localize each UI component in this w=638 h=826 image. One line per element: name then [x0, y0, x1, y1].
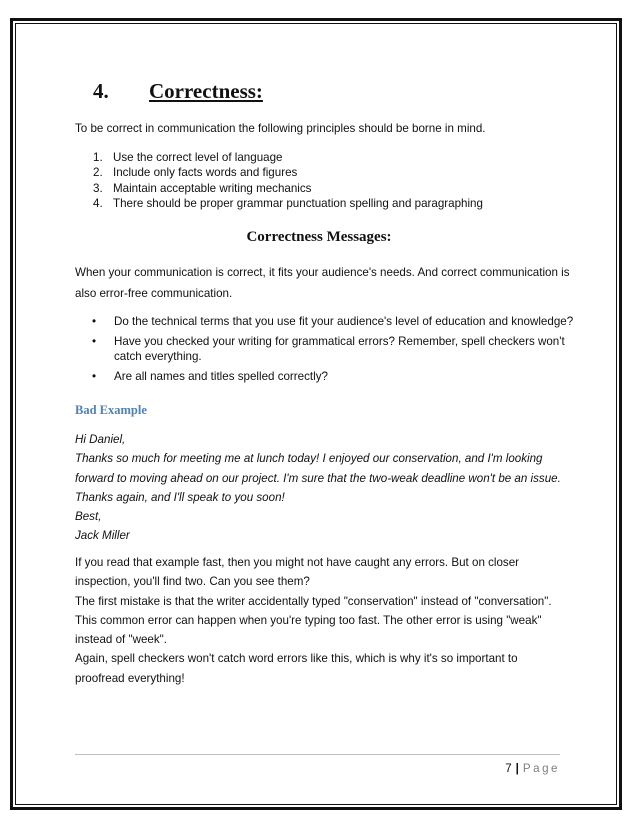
bullet-mark: • — [92, 369, 97, 383]
list-number: 1. — [93, 151, 103, 164]
list-number: 2. — [93, 166, 103, 180]
email-line: Jack Miller — [75, 529, 130, 543]
list-text: There should be proper grammar punctuation spelling and paragraphing — [113, 196, 483, 210]
intro-text: To be correct in communication the following principles should be borne in mind. — [75, 122, 486, 135]
question-list — [92, 314, 582, 388]
email-line: Best, — [75, 510, 102, 524]
page-number: 7 — [505, 762, 512, 775]
explanation-line: proofread everything! — [75, 671, 185, 685]
list-text: Use the correct level of language — [113, 151, 283, 164]
explanation-line: The first mistake is that the writer accidentally typed "conservation" instead of "conversation". — [75, 594, 552, 608]
bullet-text: Are all names and titles spelled correctly? — [114, 369, 328, 383]
footer-divider — [75, 754, 560, 755]
bullet-text: Have you checked your writing for grammatical errors? Remember, spell checkers won't catch everything. — [114, 334, 565, 363]
list-text: Maintain acceptable writing mechanics — [113, 181, 312, 195]
section-heading — [93, 79, 263, 104]
list-number: 3. — [93, 181, 103, 195]
principles-list — [93, 150, 483, 211]
explanation-line: This common error can happen when you're typing too fast. The other error is using "weak" — [75, 613, 542, 627]
bullet-text: Do the technical terms that you use fit your audience's level of education and knowledge? — [114, 315, 574, 328]
example-email — [75, 430, 595, 546]
list-item — [93, 196, 483, 211]
intro-paragraph: When your communication is correct, it fits your audience's needs. And correct communication is also error-free communication. — [75, 266, 570, 300]
email-line: forward to moving ahead on our project. I'm sure that the two-weak deadline won't be an issue. — [75, 471, 561, 485]
explanation-text — [75, 553, 595, 688]
bullet-item — [92, 369, 582, 385]
email-line: Thanks again, and I'll speak to you soon! — [75, 490, 285, 504]
subheading: Correctness Messages: — [246, 229, 392, 245]
section-title: Correctness: — [149, 79, 263, 103]
list-item — [93, 165, 483, 180]
bullet-item — [92, 314, 582, 330]
explanation-line: Again, spell checkers won't catch word errors like this, which is why it's so important to — [75, 652, 518, 666]
bullet-mark: • — [92, 315, 97, 328]
list-text: Include only facts words and figures — [113, 166, 298, 180]
footer-separator: | — [515, 762, 519, 775]
page-label: Page — [522, 762, 560, 775]
explanation-line: If you read that example fast, then you might not have caught any errors. But on closer — [75, 556, 520, 569]
email-line: Thanks so much for meeting me at lunch today! I enjoyed our conservation, and I'm looking — [75, 452, 543, 466]
page-footer — [505, 762, 560, 775]
bullet-item — [92, 334, 582, 365]
bad-example-label: Bad Example — [75, 403, 147, 417]
email-line: Hi Daniel, — [75, 433, 126, 446]
list-item — [93, 181, 483, 196]
list-number: 4. — [93, 196, 103, 210]
explanation-line: inspection, you'll find two. Can you see them? — [75, 575, 310, 589]
explanation-line: instead of "week". — [75, 633, 168, 647]
list-item — [93, 150, 483, 165]
bullet-mark: • — [92, 334, 97, 348]
section-number: 4. — [93, 79, 109, 103]
